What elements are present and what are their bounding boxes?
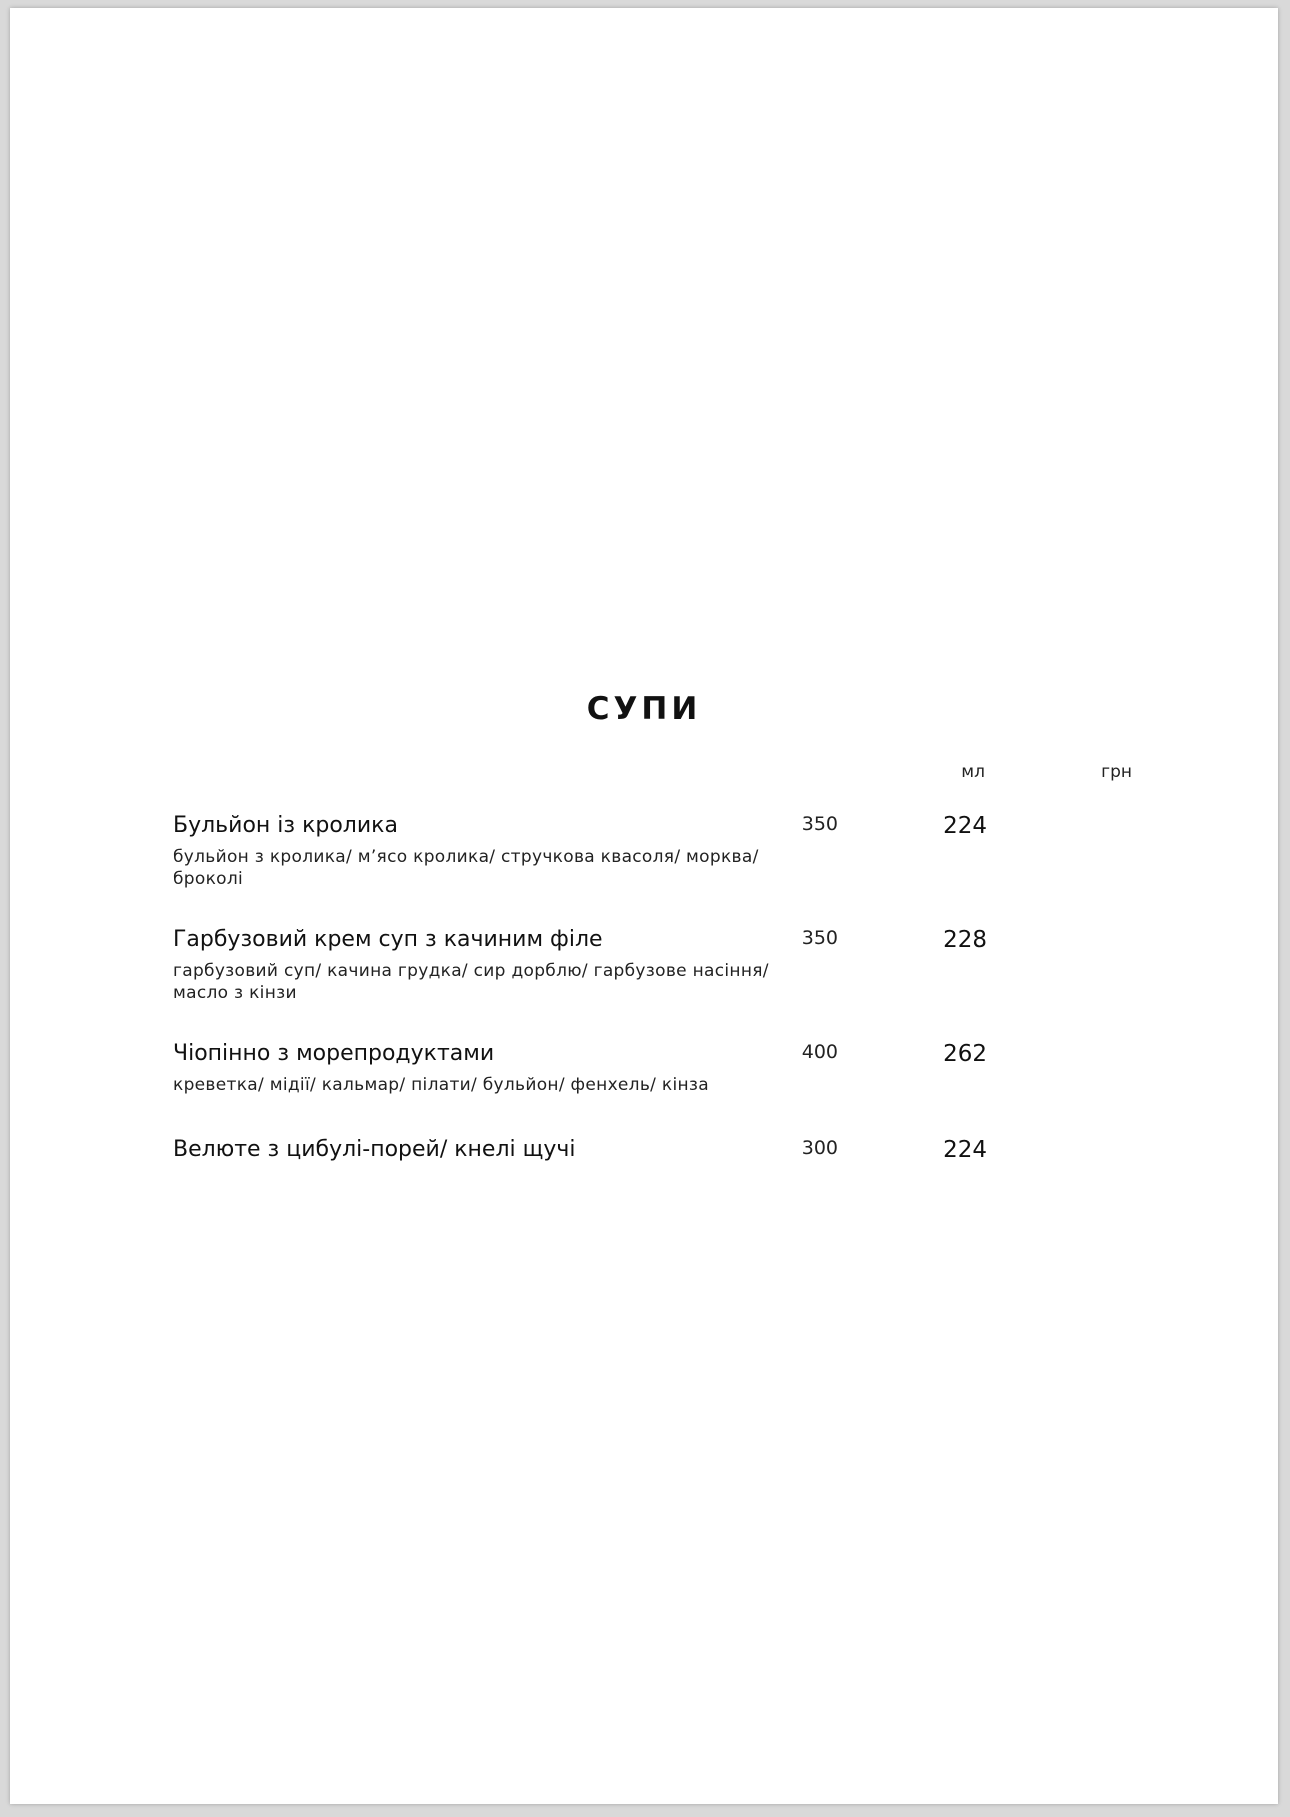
menu-item bbox=[173, 1039, 1135, 1096]
menu-page bbox=[10, 8, 1278, 1804]
menu-item-volume: 300 bbox=[801, 1137, 838, 1159]
menu-item-price: 224 bbox=[943, 813, 987, 839]
menu-item-volume: 350 bbox=[801, 813, 838, 835]
menu-item-name: Велюте з цибулі-порей/ кнелі щучі bbox=[173, 1137, 576, 1162]
menu-item-name: Бульйон із кролика bbox=[173, 813, 398, 838]
menu-item bbox=[173, 925, 1135, 1004]
menu-item bbox=[173, 1135, 1135, 1165]
menu-item-description: бульйон з кролика/ м’ясо кролика/ стручкова квасоля/ морква/ броколі bbox=[173, 847, 759, 889]
section-title: СУПИ bbox=[586, 691, 702, 727]
menu-item-description: гарбузовий суп/ качина грудка/ сир дорблю/ гарбузове насіння/ масло з кінзи bbox=[173, 961, 769, 1003]
volume-column-header: мл bbox=[961, 762, 985, 782]
menu-item-name: Гарбузовий крем суп з качиним філе bbox=[173, 927, 603, 952]
menu-item-price: 228 bbox=[943, 927, 987, 953]
price-column-header: грн bbox=[1101, 762, 1132, 782]
menu-item-name: Чіопінно з морепродуктами bbox=[173, 1041, 495, 1066]
menu-item-volume: 350 bbox=[801, 927, 838, 949]
menu-item-price: 224 bbox=[943, 1137, 987, 1163]
menu-item-volume: 400 bbox=[801, 1041, 838, 1063]
menu-item bbox=[173, 811, 1135, 890]
menu-item-price: 262 bbox=[943, 1041, 987, 1067]
menu-item-description: креветка/ мідії/ кальмар/ пілати/ бульйон/ фенхель/ кінза bbox=[173, 1075, 709, 1095]
